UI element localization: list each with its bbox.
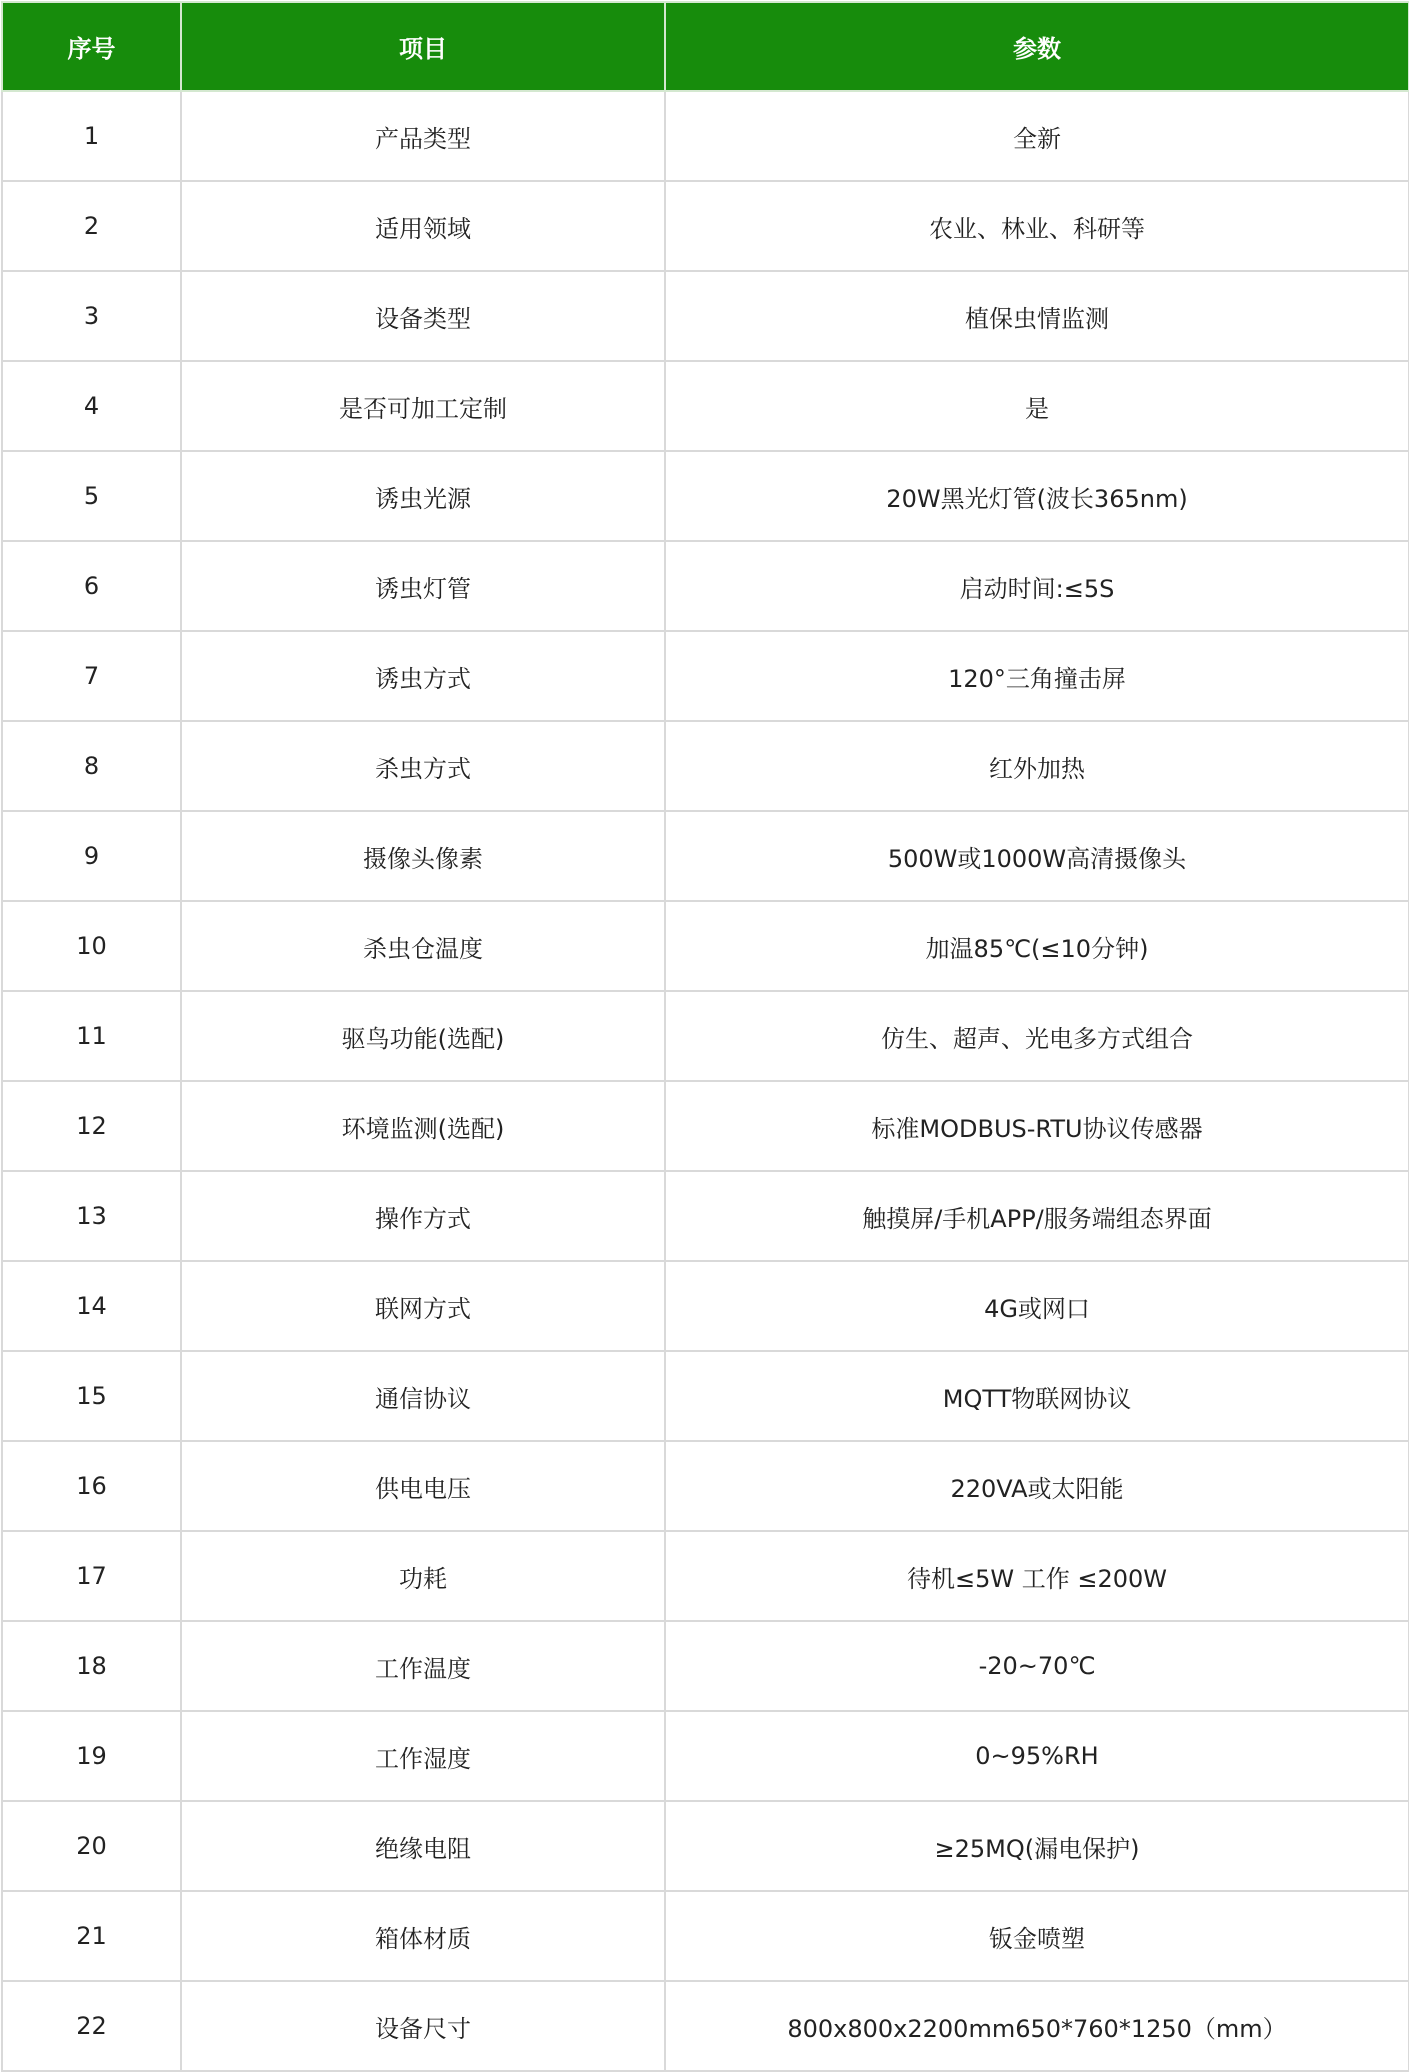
row-item: 操作方式 [181, 1171, 665, 1261]
row-item: 设备类型 [181, 271, 665, 361]
table-body [2, 91, 1409, 2071]
row-item: 联网方式 [181, 1261, 665, 1351]
row-param: MQTT物联网协议 [665, 1351, 1409, 1441]
row-param: 500W或1000W高清摄像头 [665, 811, 1409, 901]
table-row [2, 991, 1409, 1081]
table-row [2, 91, 1409, 181]
row-item: 通信协议 [181, 1351, 665, 1441]
row-item: 诱虫灯管 [181, 541, 665, 631]
header-param: 参数 [665, 2, 1409, 91]
table-row [2, 541, 1409, 631]
table-row [2, 901, 1409, 991]
row-param: 植保虫情监测 [665, 271, 1409, 361]
row-item: 驱鸟功能(选配) [181, 991, 665, 1081]
row-item: 诱虫光源 [181, 451, 665, 541]
table-row [2, 1531, 1409, 1621]
table-row [2, 1081, 1409, 1171]
row-item: 杀虫仓温度 [181, 901, 665, 991]
row-number: 11 [2, 991, 181, 1081]
row-item: 环境监测(选配) [181, 1081, 665, 1171]
table-row [2, 1801, 1409, 1891]
row-item: 功耗 [181, 1531, 665, 1621]
row-item: 箱体材质 [181, 1891, 665, 1981]
row-number: 9 [2, 811, 181, 901]
row-param: ≥25MQ(漏电保护) [665, 1801, 1409, 1891]
row-param: 待机≤5W 工作 ≤200W [665, 1531, 1409, 1621]
row-item: 摄像头像素 [181, 811, 665, 901]
row-item: 产品类型 [181, 91, 665, 181]
row-number: 2 [2, 181, 181, 271]
row-param: 800x800x2200mm650*760*1250（mm） [665, 1981, 1409, 2071]
row-item: 杀虫方式 [181, 721, 665, 811]
row-number: 8 [2, 721, 181, 811]
row-number: 20 [2, 1801, 181, 1891]
row-number: 4 [2, 361, 181, 451]
table-row [2, 721, 1409, 811]
row-param: 20W黑光灯管(波长365nm) [665, 451, 1409, 541]
row-param: -20~70℃ [665, 1621, 1409, 1711]
table-row [2, 1261, 1409, 1351]
row-item: 设备尺寸 [181, 1981, 665, 2071]
row-param: 0~95%RH [665, 1711, 1409, 1801]
row-number: 17 [2, 1531, 181, 1621]
table-row [2, 1171, 1409, 1261]
row-number: 12 [2, 1081, 181, 1171]
row-number: 15 [2, 1351, 181, 1441]
row-number: 14 [2, 1261, 181, 1351]
spec-table [1, 1, 1409, 2072]
table-row [2, 1621, 1409, 1711]
row-param: 钣金喷塑 [665, 1891, 1409, 1981]
table-row [2, 451, 1409, 541]
row-number: 1 [2, 91, 181, 181]
row-param: 全新 [665, 91, 1409, 181]
row-number: 21 [2, 1891, 181, 1981]
table-row [2, 271, 1409, 361]
header-row [2, 2, 1409, 91]
row-number: 18 [2, 1621, 181, 1711]
table-row [2, 1981, 1409, 2071]
row-item: 绝缘电阻 [181, 1801, 665, 1891]
header-item: 项目 [181, 2, 665, 91]
row-number: 3 [2, 271, 181, 361]
table-row [2, 1441, 1409, 1531]
table-row [2, 1351, 1409, 1441]
table-row [2, 1891, 1409, 1981]
row-number: 5 [2, 451, 181, 541]
row-item: 是否可加工定制 [181, 361, 665, 451]
table-row [2, 181, 1409, 271]
table-row [2, 811, 1409, 901]
row-item: 工作湿度 [181, 1711, 665, 1801]
row-param: 加温85℃(≤10分钟) [665, 901, 1409, 991]
row-param: 启动时间:≤5S [665, 541, 1409, 631]
header-no: 序号 [2, 2, 181, 91]
row-param: 触摸屏/手机APP/服务端组态界面 [665, 1171, 1409, 1261]
row-item: 供电电压 [181, 1441, 665, 1531]
row-number: 19 [2, 1711, 181, 1801]
row-item: 诱虫方式 [181, 631, 665, 721]
row-param: 4G或网口 [665, 1261, 1409, 1351]
row-param: 是 [665, 361, 1409, 451]
row-number: 6 [2, 541, 181, 631]
row-number: 22 [2, 1981, 181, 2071]
row-number: 16 [2, 1441, 181, 1531]
row-item: 适用领域 [181, 181, 665, 271]
row-item: 工作温度 [181, 1621, 665, 1711]
row-param: 120°三角撞击屏 [665, 631, 1409, 721]
row-number: 13 [2, 1171, 181, 1261]
table-row [2, 1711, 1409, 1801]
table-row [2, 361, 1409, 451]
table-header [2, 2, 1409, 91]
row-number: 7 [2, 631, 181, 721]
row-number: 10 [2, 901, 181, 991]
table-row [2, 631, 1409, 721]
row-param: 仿生、超声、光电多方式组合 [665, 991, 1409, 1081]
row-param: 红外加热 [665, 721, 1409, 811]
row-param: 220VA或太阳能 [665, 1441, 1409, 1531]
row-param: 标准MODBUS-RTU协议传感器 [665, 1081, 1409, 1171]
row-param: 农业、林业、科研等 [665, 181, 1409, 271]
